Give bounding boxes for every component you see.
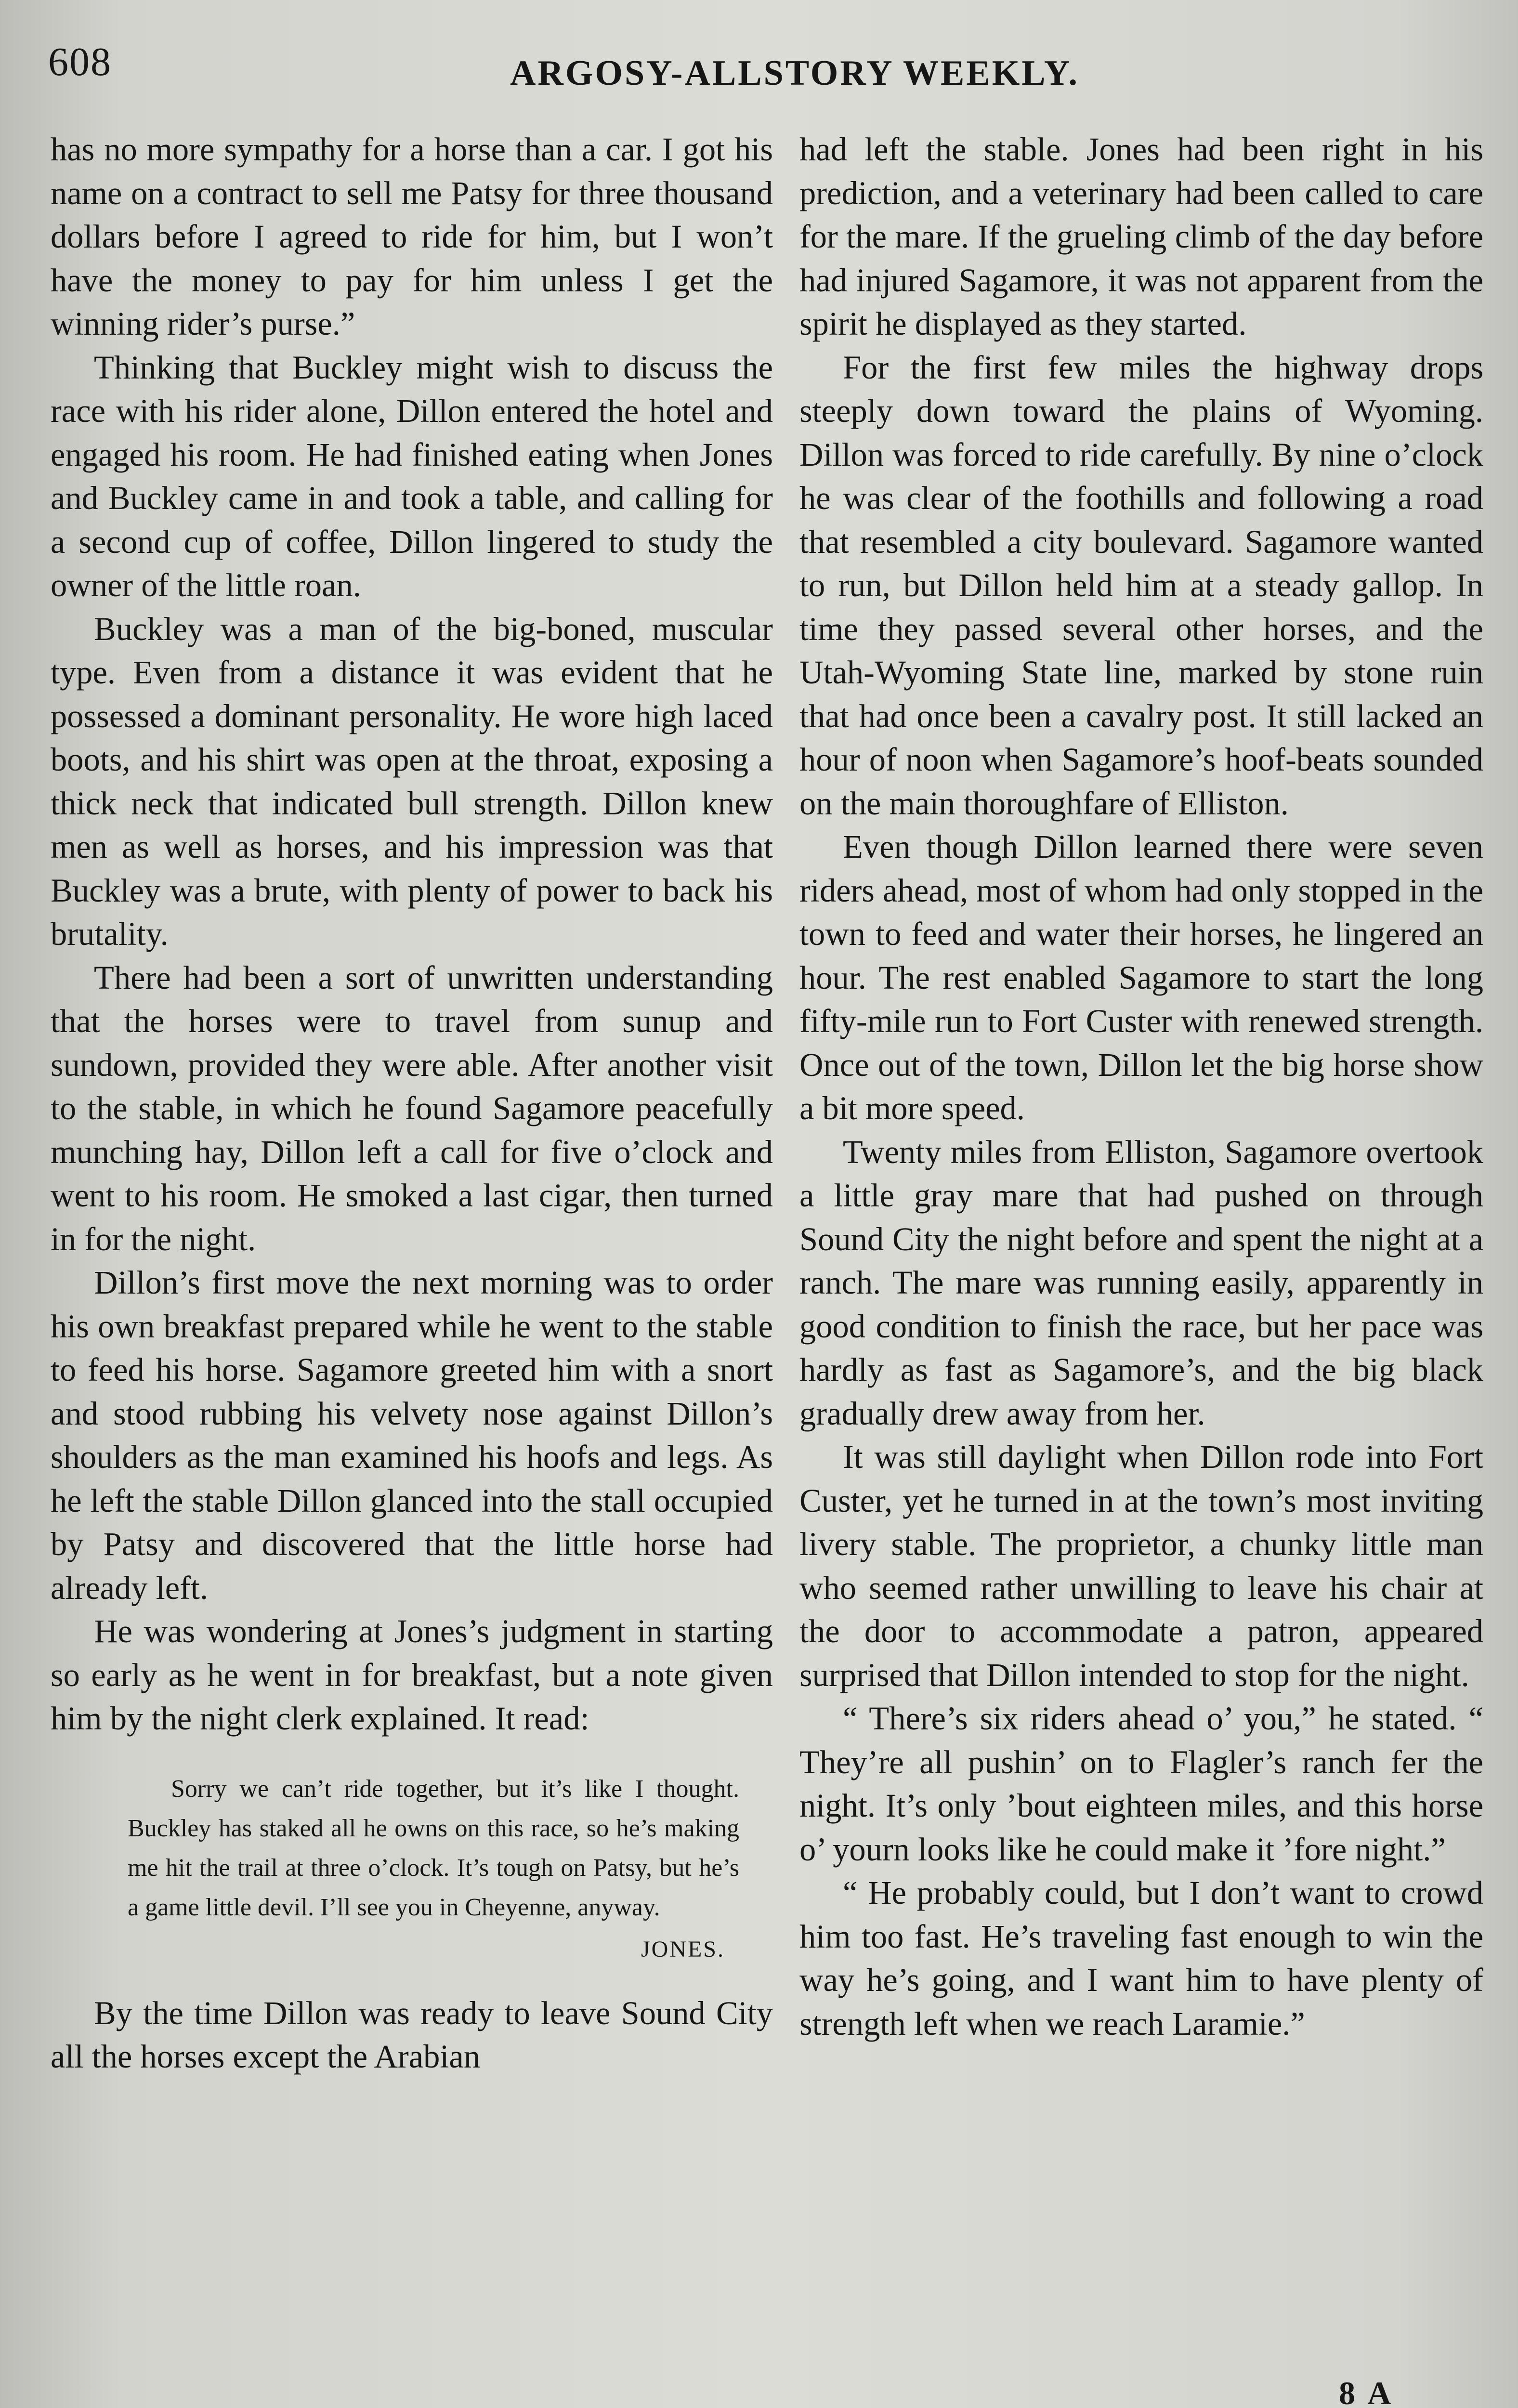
folio-mark: 8 A <box>1339 2375 1394 2408</box>
page-number: 608 <box>48 39 112 84</box>
paragraph: Thinking that Buckley might wish to discuss the race with his rider alone, Dillon entered the hotel and engaged his room. He had finished eating when Jones and Buckley came in and took a table, and calling for a second cup of coffee, Dillon lingered to study the owner of the little roan. <box>51 349 773 603</box>
paragraph: “ He probably could, but I don’t want to crowd him too fast. He’s traveling fast enough to win the way he’s going, and I want him to have plenty of strength left when we reach Laramie.” <box>799 1874 1483 2042</box>
note-text: Sorry we can’t ride together, but it’s like I thought. Buckley has staked all he owns on this race, so he’s making me hit the trail at three o’clock. It’s tough on Patsy, but he’s a game little devil. I’ll see you in Cheyenne, anyway. <box>128 1775 739 1921</box>
paragraph: He was wondering at Jones’s judgment in starting so early as he went in for breakfast, but a note given him by the night clerk explained. It read: <box>51 1613 773 1737</box>
paragraph: For the first few miles the highway drops steeply down toward the plains of Wyoming. Dillon was forced to ride carefully. By nine o’clock he was clear of the foothills and following a road that resembled a city boulevard. Sagamore wanted to run, but Dillon held him at a steady gallop. In time they passed several other horses, and the Utah-Wyoming State line, marked by stone ruin that had once been a cavalry post. It still lacked an hour of noon when Sagamore’s hoof-beats sounded on the main thoroughfare of Elliston. <box>799 349 1483 822</box>
paragraph: “ There’s six riders ahead o’ you,” he stated. “ They’re all pushin’ on to Flagler’s ranch fer the night. It’s only ’bout eighteen miles, and this horse o’ yourn looks like he could make it ’fore night.” <box>799 1700 1483 1868</box>
note-signature: JONES. <box>641 1936 725 1962</box>
paragraph: had left the stable. Jones had been right in his prediction, and a veterinary had been called to care for the mare. If the grueling climb of the day before had injured Sagamore, it was not apparent from the spirit he displayed as they started. <box>799 131 1483 342</box>
left-column <box>51 128 773 2079</box>
paragraph: Buckley was a man of the big-boned, muscular type. Even from a distance it was evident that he possessed a dominant personality. He wore high laced boots, and his shirt was open at the throat, exposing a thick neck that indicated bull strength. Dillon knew men as well as horses, and his impression was that Buckley was a brute, with plenty of power to back his brutality. <box>51 610 773 952</box>
paragraph: Even though Dillon learned there were seven riders ahead, most of whom had only stopped in the town to feed and water their horses, he lingered an hour. The rest enabled Sagamore to start the long fifty-mile run to Fort Custer with renewed strength. Once out of the town, Dillon let the big horse show a bit more speed. <box>799 828 1483 1126</box>
running-title: ARGOSY-ALLSTORY WEEKLY. <box>510 53 1080 93</box>
paragraph: has no more sympathy for a horse than a car. I got his name on a contract to sell me Patsy for three thousand dollars before I agreed to ride for him, but I won’t have the money to pay for him unless I get the winning rider’s purse.” <box>51 131 773 342</box>
note-block <box>128 1769 739 1927</box>
paragraph: Twenty miles from Elliston, Sagamore overtook a little gray mare that had pushed on through Sound City the night before and spent the night at a ranch. The mare was running easily, apparently in good condition to finish the race, but her pace was hardly as fast as Sagamore’s, and the big black gradually drew away from her. <box>799 1133 1483 1432</box>
paragraph: There had been a sort of unwritten understanding that the horses were to travel from sunup and sundown, provided they were able. After another visit to the stable, in which he found Sagamore peacefully munching hay, Dillon left a call for five o’clock and went to his room. He smoked a last cigar, then turned in for the night. <box>51 959 773 1257</box>
right-column <box>799 128 1483 2045</box>
paragraph: By the time Dillon was ready to leave Sound City all the horses except the Arabian <box>51 1994 773 2075</box>
paragraph: It was still daylight when Dillon rode into Fort Custer, yet he turned in at the town’s most inviting livery stable. The proprietor, a chunky little man who seemed rather unwilling to leave his chair at the door to accommodate a patron, appeared surprised that Dillon intended to stop for the night. <box>799 1439 1483 1693</box>
paragraph: Dillon’s first move the next morning was to order his own breakfast prepared while he went to the stable to feed his horse. Sagamore greeted him with a snort and stood rubbing his velvety nose against Dillon’s shoulders as the man examined his hoofs and legs. As he left the stable Dillon glanced into the stall occupied by Patsy and discovered that the little horse had already left. <box>51 1264 773 1606</box>
